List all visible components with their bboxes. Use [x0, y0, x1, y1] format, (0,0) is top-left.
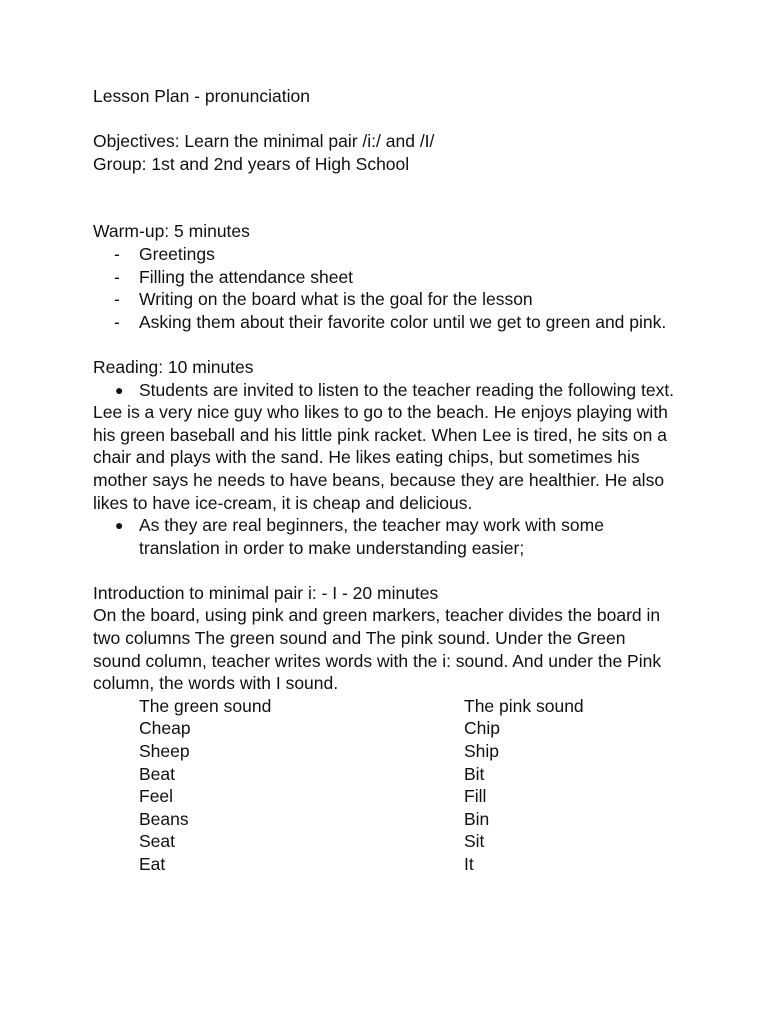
reading-text-line: likes to have ice-cream, it is cheap and delicious. — [93, 492, 473, 513]
group-line: Group: 1st and 2nd years of High School — [93, 153, 410, 174]
dash-marker: - — [114, 243, 120, 264]
bullet-icon: ● — [115, 381, 124, 398]
intro-text — [93, 604, 703, 694]
table-cell-pink: Bin — [464, 808, 490, 829]
document-title: Lesson Plan - pronunciation — [93, 86, 310, 106]
table-cell-green: Feel — [139, 786, 174, 807]
intro-text-line: sound column, teacher writes words with the i: sound. And under the Pink — [93, 650, 662, 671]
reading-text-line: his green baseball and his little pink racket. When Lee is tired, he sits on a — [93, 424, 667, 445]
list-item — [93, 243, 703, 266]
table-cell-green: Sheep — [139, 741, 190, 762]
dash-marker: - — [114, 266, 120, 287]
list-item-text: Filling the attendance sheet — [139, 266, 354, 287]
table-cell-pink: Bit — [464, 763, 485, 784]
table-cell-green: Eat — [139, 854, 166, 874]
table-cell-pink: Chip — [464, 718, 500, 739]
table-cell-green: Beans — [139, 808, 189, 829]
minimal-pair-table — [139, 695, 703, 876]
reading-bullets-2 — [93, 514, 703, 559]
list-item — [93, 379, 703, 402]
list-item — [93, 288, 703, 311]
intro-text-line: column, the words with I sound. — [93, 673, 339, 694]
list-item-text: Asking them about their favorite color until we get to green and pink. — [139, 311, 667, 332]
objectives-line: Objectives: Learn the minimal pair /i:/ and /I/ — [93, 131, 435, 152]
list-item-text: Writing on the board what is the goal for the lesson — [139, 289, 533, 310]
reading-text — [93, 401, 703, 514]
dash-marker: - — [114, 311, 120, 332]
list-item-text: Greetings — [139, 243, 215, 264]
reading-text-line: mother says he needs to have beans, because they are healthier. He also — [93, 469, 665, 490]
spacer — [93, 175, 703, 220]
table-cell-green: Seat — [139, 831, 175, 852]
table-cell-green: Cheap — [139, 718, 191, 739]
dash-marker: - — [114, 289, 120, 310]
table-header-green: The green sound — [139, 695, 272, 716]
bullet-icon: ● — [115, 517, 124, 534]
list-item — [93, 266, 703, 289]
warmup-list — [93, 243, 703, 333]
spacer — [93, 333, 703, 356]
intro-text-line: two columns The green sound and The pink sound. Under the Green — [93, 628, 626, 649]
reading-text-line: chair and plays with the sand. He likes eating chips, but sometimes his — [93, 447, 640, 468]
intro-heading: Introduction to minimal pair i: - I - 20 minutes — [93, 582, 439, 603]
list-item — [93, 514, 703, 559]
reading-text-line: Lee is a very nice guy who likes to go to the beach. He enjoys playing with — [93, 402, 668, 423]
table-cell-pink: Sit — [464, 831, 485, 852]
table-cell-pink: Ship — [464, 741, 500, 762]
table-cell-green: Beat — [139, 763, 175, 784]
spacer — [93, 108, 703, 131]
list-item-text: translation in order to make understanding easier; — [139, 537, 525, 558]
table-cell-pink: Fill — [464, 786, 487, 807]
document-page — [93, 85, 703, 876]
table-header-pink: The pink sound — [464, 695, 584, 716]
spacer — [93, 559, 703, 582]
table-cell-pink: It — [464, 854, 474, 874]
list-item-text: Students are invited to listen to the teacher reading the following text. — [139, 379, 675, 400]
list-item — [93, 311, 703, 334]
reading-heading: Reading: 10 minutes — [93, 356, 254, 377]
reading-bullets — [93, 379, 703, 402]
intro-text-line: On the board, using pink and green markers, teacher divides the board in — [93, 605, 661, 626]
list-item-text: As they are real beginners, the teacher may work with some — [139, 515, 604, 536]
warmup-heading: Warm-up: 5 minutes — [93, 221, 250, 242]
